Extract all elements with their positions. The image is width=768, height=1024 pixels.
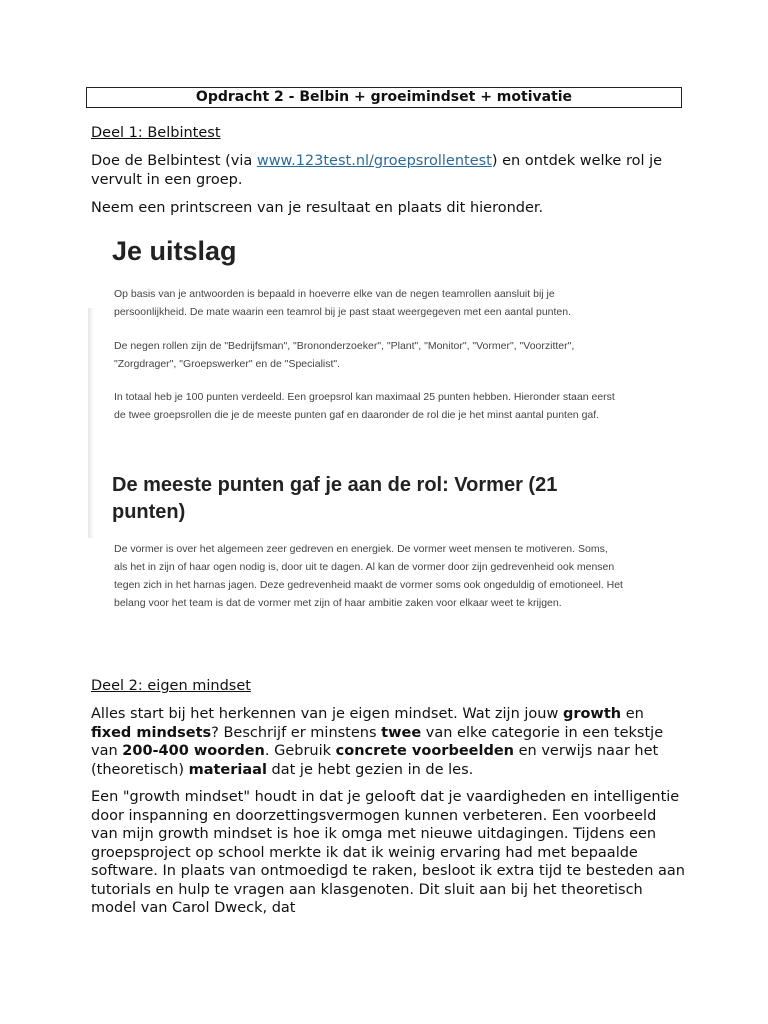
result-paragraph-1: Op basis van je antwoorden is bepaald in hoeverre elke van de negen teamrollen aansluit bij je persoonlijkheid. De mate waarin een teamrol bij je past staat weergegeven met een aantal punten. — [114, 288, 572, 318]
screenshot-shadow — [88, 308, 94, 538]
deel2-heading-text: Deel 2: eigen mindset — [91, 678, 251, 694]
deel1-heading-text: Deel 1: Belbintest — [91, 125, 221, 141]
result-top-role: De meeste punten gaf je aan de rol: Vormer (21 punten) — [112, 474, 558, 523]
deel1-instruction: Doe de Belbintest (via www.123test.nl/groepsrollentest) en ontdek welke rol je vervult in een groep. — [91, 153, 663, 188]
result-paragraph-3: In totaal heb je 100 punten verdeeld. Een groepsrol kan maximaal 25 punten hebben. Hieronder staan eerst de twee groepsrollen die je de meeste punten gaf en daaronder de rol die je het minst aantal punten gaf. — [114, 391, 615, 421]
deel1-printscreen-instruction: Neem een printscreen van je resultaat en plaats dit hieronder. — [91, 200, 544, 216]
result-paragraph-4: De vormer is over het algemeen zeer gedreven en energiek. De vormer weet mensen te motiveren. Soms, als het in zijn of haar ogen nodig is, door uit te dagen. Al kan de vormer door zijn gedrevenheid ook mensen tegen zich in het harnas jagen. Deze gedrevenheid maakt de vormer soms ook ongeduldig of emotioneel. Het belang voor het team is dat de vormer met zijn of haar ambitie zaken voor elkaar weet te krijgen. — [114, 543, 623, 609]
deel2-answer: Een "growth mindset" houdt in dat je gelooft dat je vaardigheden en intelligentie door inspanning en doorzettingsvermogen kunnen verbeteren. Een voorbeeld van mijn growth mindset is hoe ik omga met nieuwe uitdagingen. Tijdens een groepsproject op school merkte ik dat ik weinig ervaring had met bepaalde software. In plaats van ontmoedigd te raken, besloot ik extra tijd te besteden aan tutorials en hulp te vragen aan klasgenoten. Dit sluit aan bij het theoretisch model van Carol Dweck, dat — [91, 789, 685, 916]
result-paragraph-2: De negen rollen zijn de "Bedrijfsman", "Brononderzoeker", "Plant", "Monitor", "Vormer", "Voorzitter", "Zorgdrager", "Groepswerker" en de "Specialist". — [114, 340, 575, 370]
deel1-heading — [91, 124, 691, 143]
result-heading: Je uitslag — [112, 236, 237, 266]
test-link[interactable]: www.123test.nl/groepsrollentest — [256, 153, 492, 169]
assignment-title: Opdracht 2 - Belbin + groeimindset + motivatie — [86, 87, 682, 108]
belbin-result-screenshot — [92, 228, 652, 640]
deel2-instruction: Alles start bij het herkennen van je eigen mindset. Wat zijn jouw growth en fixed mindsets? Beschrijf er minstens twee van elke categorie in een tekstje van 200-400 woorden. Gebruik concrete voorbeelden en verwijs naar het (theoretisch) materiaal dat je hebt gezien in de les. — [91, 706, 664, 778]
deel2-heading — [91, 677, 691, 696]
